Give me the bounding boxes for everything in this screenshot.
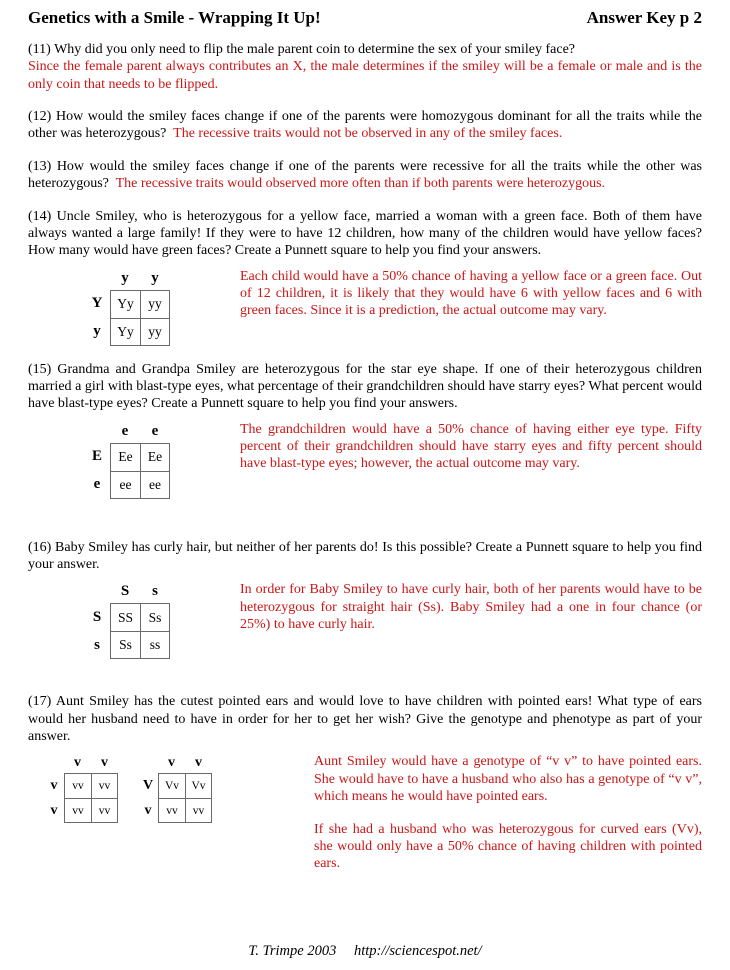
- question-body: Uncle Smiley, who is heterozygous for a yellow face, married a woman with a green face. Both of them have always wanted a large family! If they were to have 12 children, how many of the children would have yellow faces? How many would have green faces? Create a Punnett square to help you find your answers.: [28, 208, 702, 259]
- punnett-cell: Yy: [110, 290, 140, 318]
- question-text: [28, 693, 702, 745]
- punnett-col-header: v: [168, 755, 175, 771]
- punnett-cell: Ee: [110, 443, 140, 471]
- punnett-corner: [84, 270, 110, 290]
- author-credit: T. Trimpe 2003: [248, 943, 337, 959]
- punnett-col-header: e: [151, 422, 159, 439]
- punnett-col-header: y: [151, 269, 159, 286]
- question-16: [28, 539, 702, 660]
- question-17: [28, 693, 702, 872]
- question-body: How would the smiley faces change if one of the parents were homozygous dominant for all the traits while the other was heterozygous?: [28, 109, 703, 142]
- punnett-row-header: e: [93, 476, 101, 493]
- punnett-corner: [44, 755, 64, 773]
- question-text: [28, 208, 702, 260]
- question-number: (17): [28, 694, 52, 710]
- question-number: (12): [28, 109, 52, 125]
- punnett-row-header: V: [142, 777, 154, 793]
- punnett-corner: [84, 583, 110, 603]
- question-text: [28, 361, 702, 413]
- question-14: [28, 208, 702, 346]
- punnett-corner: [84, 423, 110, 443]
- question-number: (15): [28, 361, 52, 377]
- punnett-row-header: S: [92, 608, 102, 625]
- answer-text: Since the female parent always contributes an X, the male determines if the smiley will be a female or male and is the only coin that needs to be flipped.: [28, 59, 702, 92]
- punnett-cell: Yy: [110, 318, 140, 346]
- punnett-cell: vv: [91, 798, 118, 823]
- punnett-cell: ee: [140, 471, 170, 499]
- punnett-cell: SS: [110, 603, 140, 631]
- punnett-answer-row: [28, 268, 702, 346]
- question-text: [28, 539, 702, 574]
- punnett-row-header: E: [91, 448, 102, 465]
- punnett-cell: yy: [140, 290, 170, 318]
- answer-text: The grandchildren would have a 50% chance of having either eye type. Fifty percent of their grandchildren should have starry eyes and fifty percent should have blast-type eyes; however, the actual outcome may vary.: [240, 421, 702, 472]
- page-title: Genetics with a Smile - Wrapping It Up!: [28, 8, 321, 27]
- punnett-cell: Ee: [140, 443, 170, 471]
- punnett-square: [84, 270, 170, 346]
- answer-column: [244, 753, 702, 872]
- punnett-cell: Ss: [110, 631, 140, 659]
- punnett-square-left: [44, 755, 118, 823]
- question-15: [28, 361, 702, 499]
- answer-text: If she had a husband who was heterozygous for curved ears (Vv), she would only have a 50% chance of having children with pointed ears.: [314, 821, 702, 872]
- question-body: Grandma and Grandpa Smiley are heterozygous for the star eye shape. If one of their heterozygous children married a girl with blast-type eyes, what percentage of their grandchildren should have starry eyes? What percent would have blast-type eyes? Create a Punnett square to help you find your answers.: [28, 361, 703, 412]
- punnett-answer-row: [28, 581, 702, 659]
- answer-text: The recessive traits would not be observed in any of the smiley faces.: [173, 126, 563, 142]
- punnett-square: [84, 423, 170, 499]
- answer-text: Each child would have a 50% chance of having a yellow face or a green face. Out of 12 children, it is likely that they would have 6 with yellow faces and 6 with green faces. Since it is a prediction, the actual outcome may vary.: [240, 268, 702, 319]
- punnett-cell: Vv: [185, 773, 212, 798]
- punnett-cell: vv: [91, 773, 118, 798]
- punnett-cell: yy: [140, 318, 170, 346]
- question-number: (16): [28, 539, 52, 555]
- punnett-cell: vv: [64, 798, 91, 823]
- question-11: [28, 41, 702, 93]
- punnett-answer-row: [28, 753, 702, 872]
- punnett-cell: vv: [64, 773, 91, 798]
- punnett-col-header: y: [121, 269, 129, 286]
- answer-text: In order for Baby Smiley to have curly hair, both of her parents would have to be heterozygous for straight hair (Ss). Baby Smiley had a one in four chance (or 25%) to have curly hair.: [240, 582, 702, 633]
- question-body: How would the smiley faces change if one of the parents were recessive for all the traits while the other was heterozygous?: [28, 158, 703, 192]
- punnett-cell: Vv: [158, 773, 185, 798]
- question-number: (13): [28, 158, 52, 174]
- punnett-square-right: [138, 755, 212, 823]
- page-footer: [0, 943, 730, 960]
- answer-text: The recessive traits would observed more often than if both parents were heterozygous.: [115, 176, 606, 192]
- punnett-answer-row: [28, 421, 702, 499]
- punnett-row-header: v: [50, 777, 58, 793]
- punnett-col-header: s: [152, 583, 158, 600]
- punnett-col-header: v: [195, 755, 202, 771]
- punnett-cell: vv: [185, 798, 212, 823]
- punnett-row-header: Y: [91, 295, 103, 312]
- page-header: [28, 8, 702, 28]
- punnett-row-header: s: [94, 636, 100, 653]
- question-body: Baby Smiley has curly hair, but neither of her parents do! Is this possible? Create a Punnett square to help you find your answer.: [28, 539, 703, 573]
- question-text: [28, 158, 702, 193]
- question-text: [28, 108, 702, 143]
- punnett-col-header: v: [101, 755, 108, 771]
- question-body: Aunt Smiley has the cutest pointed ears and would love to have children with pointed ears! What type of ears would her husband need to have in order for her to get her wish? Give the genotype and phenotype as part of your answer.: [28, 694, 703, 745]
- punnett-cell: ss: [140, 631, 170, 659]
- punnett-cell: vv: [158, 798, 185, 823]
- punnett-row-header: y: [93, 323, 101, 340]
- question-number: (11): [28, 42, 51, 57]
- punnett-col-header: e: [121, 422, 129, 439]
- question-text: [28, 41, 702, 58]
- website-url: http://sciencespot.net/: [353, 943, 482, 959]
- question-number: (14): [28, 208, 52, 224]
- punnett-cell: ee: [110, 471, 140, 499]
- punnett-square: [84, 583, 170, 659]
- punnett-row-header: v: [50, 802, 58, 818]
- answer-key-label: Answer Key p 2: [586, 8, 702, 27]
- punnett-row-header: v: [144, 802, 152, 818]
- punnett-col-header: S: [120, 583, 130, 600]
- punnett-cell: Ss: [140, 603, 170, 631]
- question-13: [28, 158, 702, 193]
- question-12: [28, 108, 702, 143]
- punnett-corner: [138, 755, 158, 773]
- answer-text: Aunt Smiley would have a genotype of “v v” to have pointed ears. She would have to have a husband who also has a genotype of “v v”, which means he would have pointed ears.: [314, 754, 702, 805]
- punnett-col-header: v: [74, 755, 81, 771]
- question-body: Why did you only need to flip the male parent coin to determine the sex of your smiley face?: [54, 42, 576, 57]
